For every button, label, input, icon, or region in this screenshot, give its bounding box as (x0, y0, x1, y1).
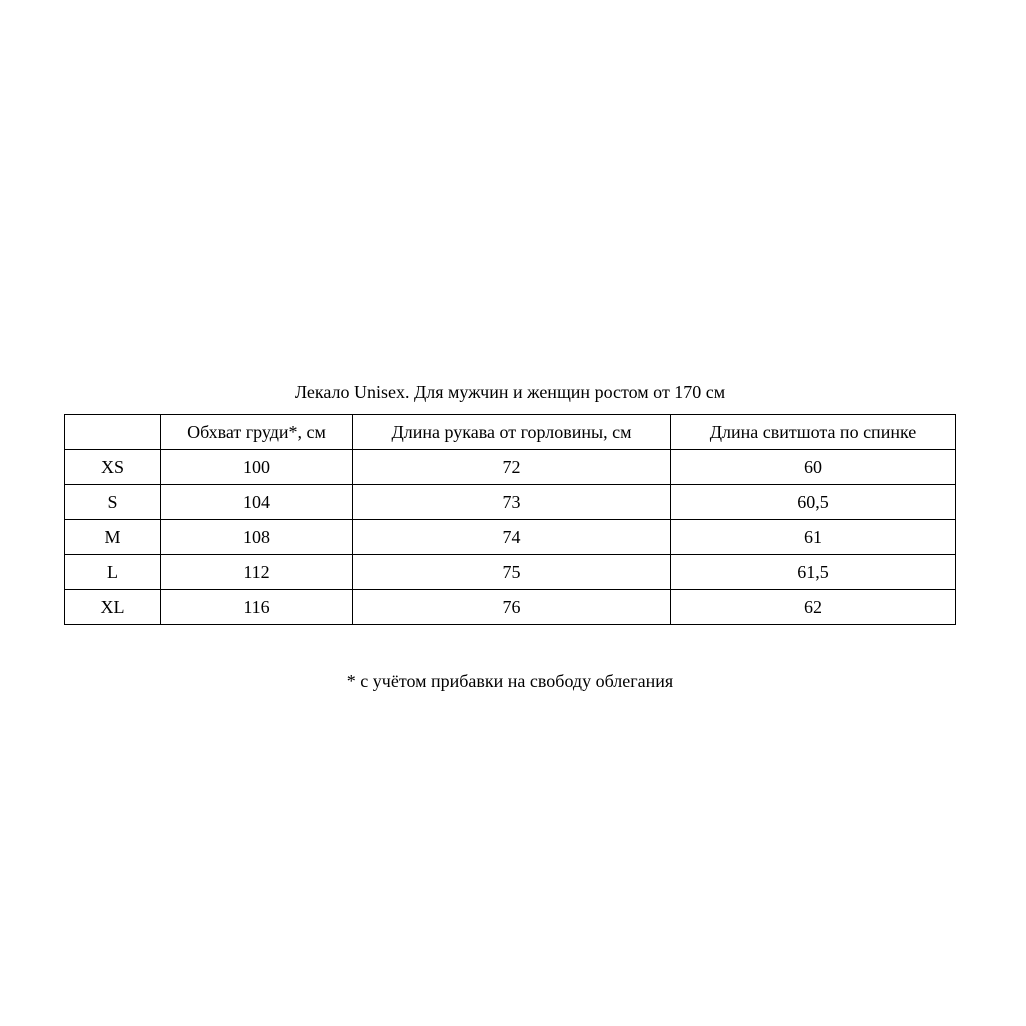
table-row (65, 520, 956, 555)
header-size (65, 415, 161, 450)
chest-cell: 108 (161, 520, 353, 555)
table-row (65, 485, 956, 520)
size-table (64, 414, 956, 625)
sleeve-cell: 76 (353, 590, 671, 625)
length-cell: 61 (671, 520, 956, 555)
table-header-row (65, 415, 956, 450)
page-title: Лекало Unisex. Для мужчин и женщин ростом от 170 см (294, 382, 726, 402)
size-cell: M (65, 520, 161, 555)
chest-cell: 104 (161, 485, 353, 520)
table-row (65, 450, 956, 485)
sleeve-cell: 72 (353, 450, 671, 485)
chest-cell: 100 (161, 450, 353, 485)
footnote: * с учётом прибавки на свободу облегания (346, 671, 674, 691)
length-cell: 60,5 (671, 485, 956, 520)
chest-cell: 116 (161, 590, 353, 625)
sleeve-cell: 73 (353, 485, 671, 520)
sleeve-cell: 74 (353, 520, 671, 555)
header-chest: Обхват груди*, см (161, 415, 353, 450)
length-cell: 60 (671, 450, 956, 485)
header-sleeve: Длина рукава от горловины, см (353, 415, 671, 450)
size-cell: XL (65, 590, 161, 625)
header-length: Длина свитшота по спинке (671, 415, 956, 450)
length-cell: 61,5 (671, 555, 956, 590)
sleeve-cell: 75 (353, 555, 671, 590)
length-cell: 62 (671, 590, 956, 625)
chest-cell: 112 (161, 555, 353, 590)
table-row (65, 590, 956, 625)
size-cell: XS (65, 450, 161, 485)
table-row (65, 555, 956, 590)
size-cell: L (65, 555, 161, 590)
size-cell: S (65, 485, 161, 520)
